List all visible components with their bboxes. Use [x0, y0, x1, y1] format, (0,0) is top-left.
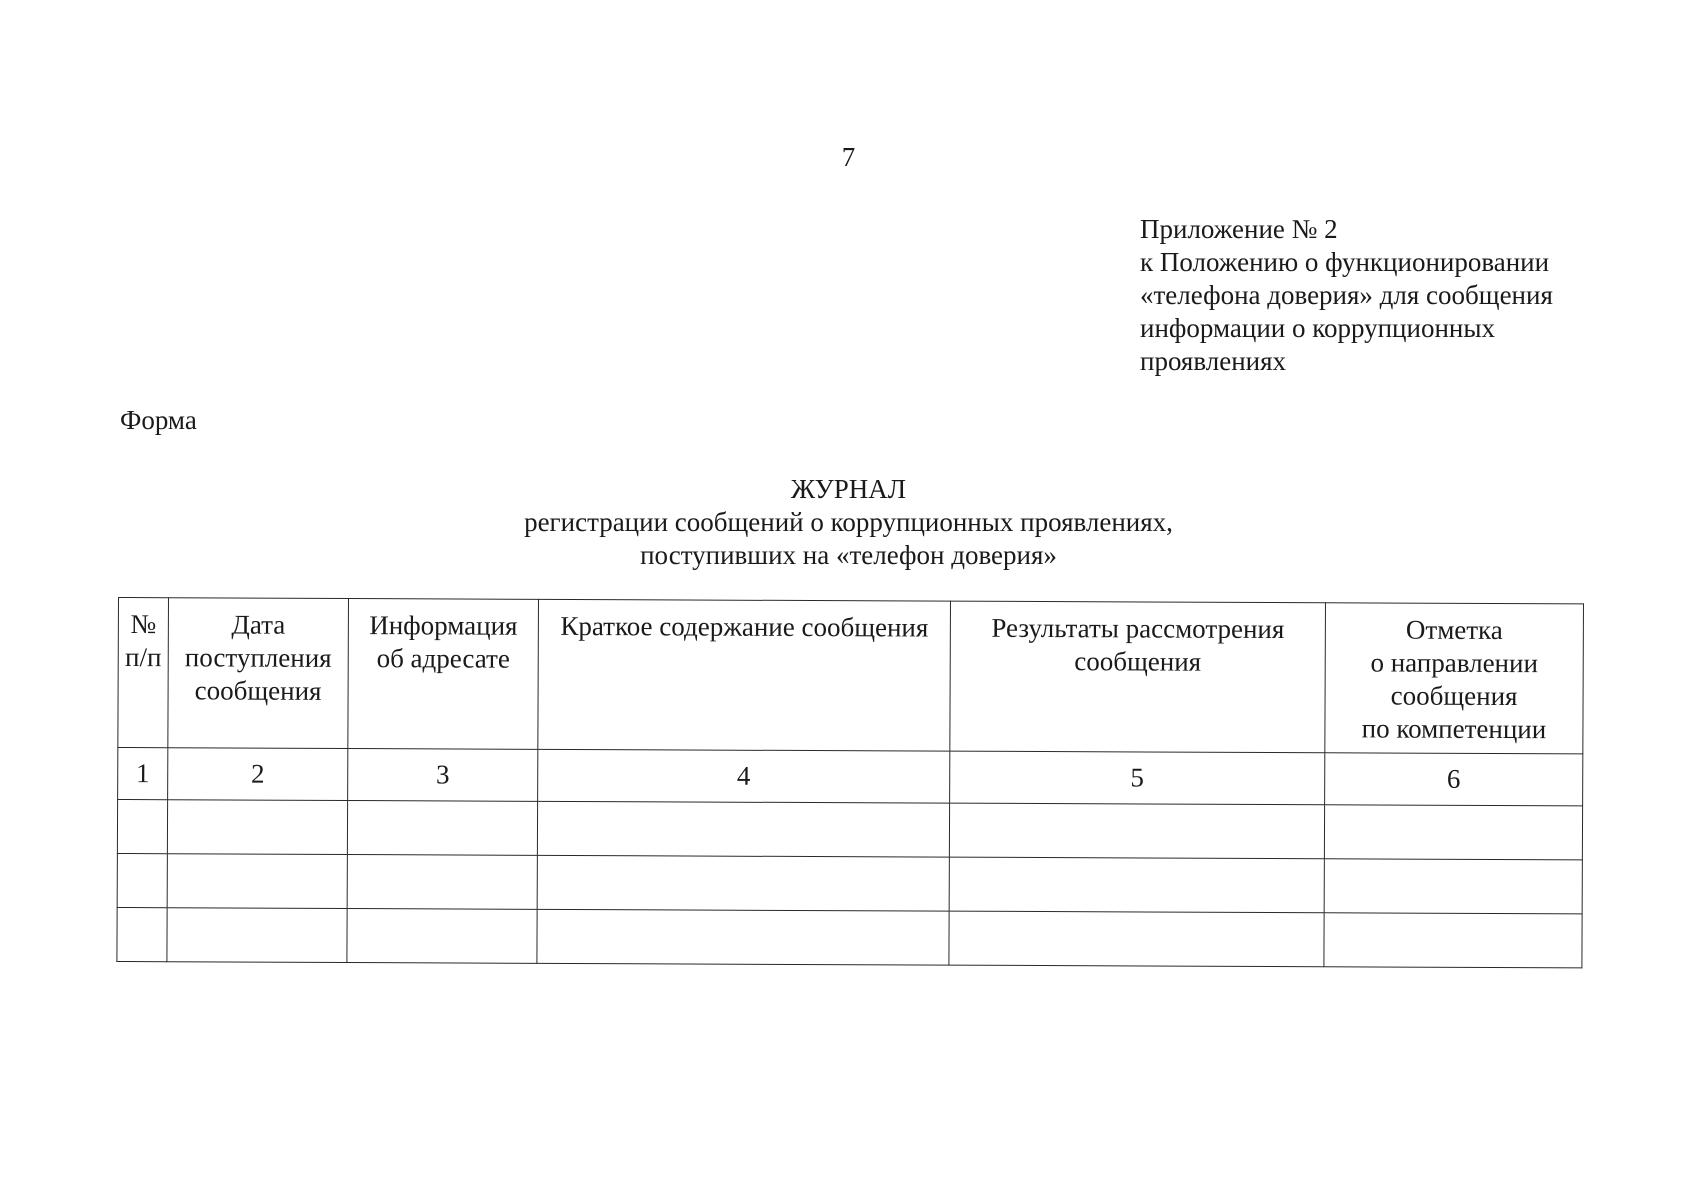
column-number: 6 [1325, 753, 1583, 806]
header-addressee-info: Информация об адресате [348, 599, 539, 750]
appendix-line: проявлениях [1140, 346, 1287, 376]
empty-cell [347, 801, 537, 856]
appendix-line: «телефона доверия» для сообщения [1140, 280, 1553, 310]
empty-cell [347, 909, 537, 964]
empty-cell [949, 857, 1324, 913]
form-label: Форма [120, 405, 197, 435]
empty-cell [167, 908, 347, 963]
empty-cell [167, 854, 347, 909]
appendix-note [1140, 213, 1553, 378]
empty-cell [167, 800, 347, 855]
column-number: 4 [538, 749, 950, 803]
journal-subtitle-line: поступивших на «телефон доверия» [640, 540, 1057, 570]
empty-cell [537, 855, 949, 911]
empty-cell [949, 911, 1324, 967]
column-number: 3 [348, 749, 538, 802]
table-header-row [118, 598, 1584, 754]
empty-cell [117, 853, 167, 907]
column-number-row [118, 748, 1583, 806]
column-number: 1 [118, 748, 168, 800]
column-number: 2 [168, 748, 348, 801]
empty-cell [1324, 913, 1582, 968]
header-referral-mark: Отметка о направлении сообщения по компетенции [1325, 603, 1584, 754]
empty-cell [949, 803, 1324, 859]
journal-heading [0, 473, 1697, 572]
empty-cell [347, 855, 537, 910]
header-row-number: № п/п [118, 598, 169, 748]
journal-subtitle-line: регистрации сообщений о коррупционных проявлениях, [524, 507, 1173, 537]
header-date-received: Дата поступления сообщения [168, 598, 349, 749]
table-row [117, 853, 1582, 913]
header-message-summary: Краткое содержание сообщения [538, 599, 951, 751]
appendix-line: к Положению о функционировании [1140, 247, 1550, 277]
empty-cell [1324, 859, 1582, 914]
page-number: 7 [841, 142, 856, 172]
journal-table [116, 597, 1584, 968]
appendix-line: Приложение № 2 [1140, 214, 1338, 244]
column-number: 5 [950, 751, 1325, 805]
empty-cell [1324, 805, 1582, 860]
empty-cell [537, 909, 949, 965]
appendix-line: информации о коррупционных [1140, 313, 1495, 343]
empty-cell [117, 907, 167, 961]
empty-cell [537, 801, 949, 857]
header-review-results: Результаты рассмотрения сообщения [950, 601, 1326, 753]
table-row [117, 800, 1582, 860]
table-row [117, 907, 1582, 967]
journal-title: ЖУРНАЛ [790, 474, 907, 504]
empty-cell [117, 800, 167, 854]
